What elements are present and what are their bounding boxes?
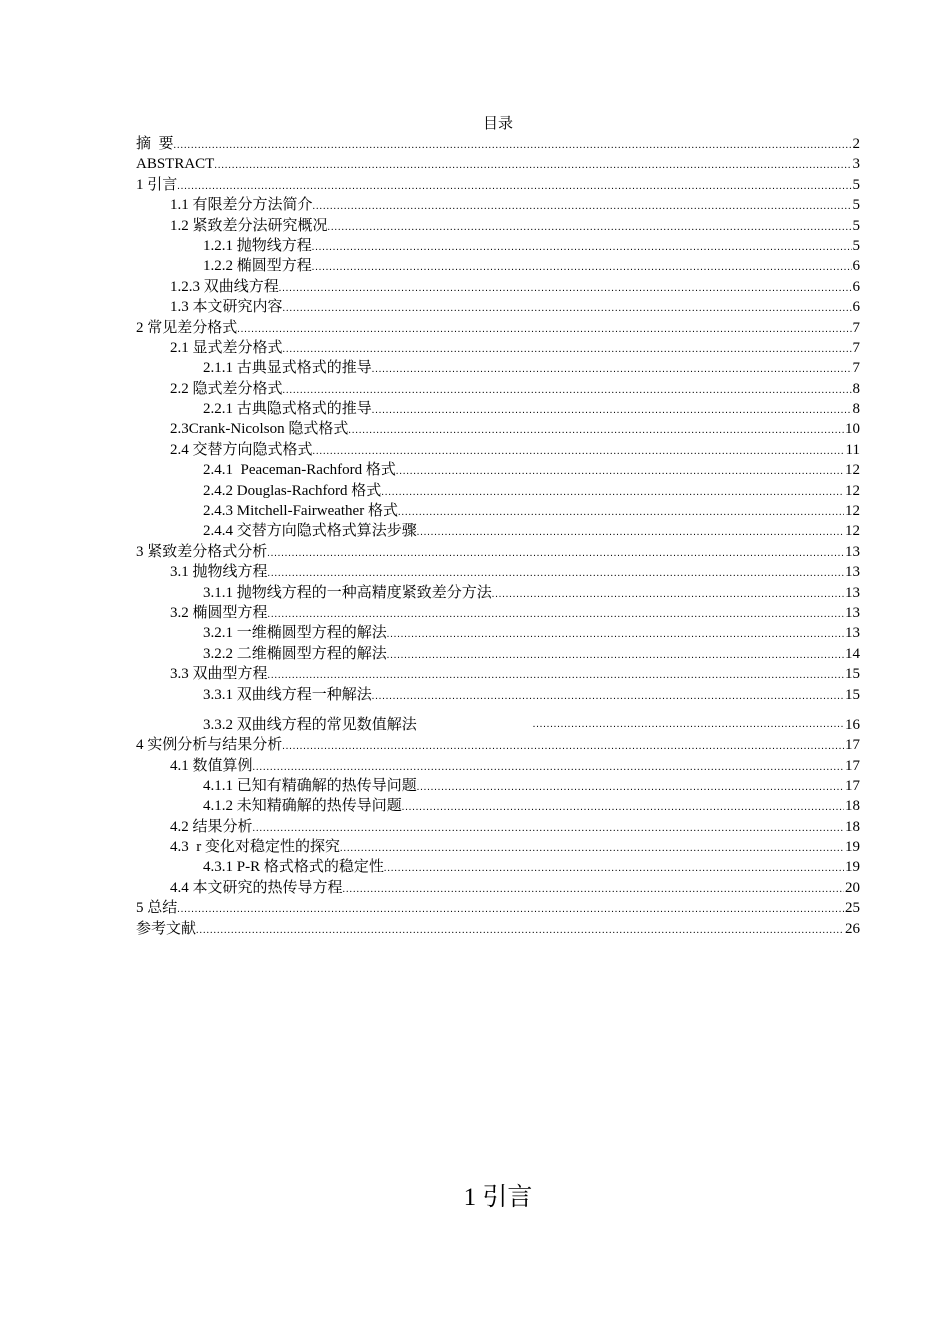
toc-entry-page: 18 [845,798,860,815]
toc-dot-leader [214,156,851,176]
toc-entry-title: 1.2.3 双曲线方程 [170,278,279,295]
toc-entry[interactable] [136,521,860,541]
toc-entry-page: 7 [852,339,860,356]
toc-dot-leader [381,483,844,503]
toc-entry[interactable] [136,419,860,439]
toc-entry-title: 1.2.2 椭圆型方程 [203,258,312,275]
toc-dot-leader [398,503,844,523]
toc-dot-leader [384,859,844,879]
toc-entry[interactable] [136,399,860,419]
toc-dot-leader [177,177,851,197]
toc-entry-title: 3 紧致差分格式分析 [136,543,268,560]
toc-entry-page: 5 [852,176,860,193]
toc-dot-leader [279,279,852,299]
toc-entry-title: 4.3.1 P-R 格式格式的稳定性 [203,859,384,876]
toc-entry-page: 13 [845,564,860,581]
toc-entry[interactable] [136,481,860,501]
toc-entry[interactable] [136,623,860,643]
toc-entry-page: 6 [852,299,860,316]
toc-dot-leader [268,666,844,686]
toc-dot-leader [417,523,844,543]
toc-entry[interactable] [136,379,860,399]
toc-entry-title: 4 实例分析与结果分析 [136,737,283,754]
toc-dot-leader [343,880,844,900]
toc-entry-title: 5 总结 [136,900,178,917]
toc-dot-leader [372,687,844,707]
toc-entry-title: 4.4 本文研究的热传导方程 [170,879,343,896]
toc-dot-leader [328,218,852,238]
toc-entry[interactable] [136,195,860,215]
chapter-heading: 1 引言 [463,1184,533,1211]
toc-dot-leader [283,381,852,401]
toc-entry-page: 13 [845,604,860,621]
toc-entry-title: 4.1.2 未知精确解的热传导问题 [203,798,402,815]
toc-entry-title: 1 引言 [136,176,178,193]
toc-entry-title: 参考文献 [136,920,197,937]
toc-entry-page: 8 [852,380,860,397]
toc-entry-title: ABSTRACT [136,156,215,173]
toc-entry-page: 17 [845,737,860,754]
toc-dot-leader [312,258,852,278]
toc-entry[interactable] [136,857,860,877]
toc-dot-leader [267,544,844,564]
toc-dot-leader [348,421,844,441]
toc-entry-page: 19 [845,839,860,856]
toc-entry[interactable] [136,756,860,776]
toc-entry[interactable] [136,664,860,684]
toc-entry-title: 2.4 交替方向隐式格式 [170,441,313,458]
toc-entry[interactable] [136,796,860,816]
toc-dot-leader [387,625,844,645]
toc-entry-page: 15 [845,686,860,703]
toc-entry-page: 12 [845,482,860,499]
toc-dot-leader [402,798,844,818]
toc-entry[interactable] [136,878,860,898]
toc-entry-page: 26 [845,920,860,937]
toc-entry[interactable] [136,460,860,480]
toc-entry-title: 2.3Crank-Nicolson 隐式格式 [170,421,349,438]
toc-entry-page: 7 [852,360,860,377]
toc-dot-leader [417,778,844,798]
toc-entry[interactable] [136,358,860,378]
toc-entry-title: 2.1 显式差分格式 [170,339,283,356]
toc-entry-title: 2.4.4 交替方向隐式格式算法步骤 [203,523,417,540]
toc-title: 目录 [482,116,513,132]
toc-entry-page: 7 [852,319,860,336]
toc-entry-title: 3.1 抛物线方程 [170,564,268,581]
toc-entry-title: 1.1 有限差分方法简介 [170,197,313,214]
toc-entry[interactable] [136,705,860,735]
toc-dot-leader [372,401,852,421]
toc-dot-leader [177,900,844,920]
toc-entry-page: 10 [845,421,860,438]
toc-entry-title: 4.2 结果分析 [170,818,253,835]
toc-dot-leader [533,715,844,735]
toc-entry-page: 8 [852,401,860,418]
toc-entry-page: 11 [845,441,860,458]
toc-entry[interactable] [136,837,860,857]
toc-entry-page: 13 [845,543,860,560]
toc-entry-page: 19 [845,859,860,876]
toc-entry[interactable] [136,236,860,256]
toc-entry[interactable] [136,134,860,154]
toc-entry-page: 17 [845,777,860,794]
toc-entry-page: 17 [845,757,860,774]
toc-entry-title: 4.3 r 变化对稳定性的探究 [170,839,340,856]
toc-dot-leader [283,299,852,319]
toc-entry-title: 2.2 隐式差分格式 [170,380,283,397]
toc-dot-leader [268,605,844,625]
toc-entry-title: 摘 要 [136,136,174,152]
toc-entry-title: 1.3 本文研究内容 [170,299,283,316]
toc-entry[interactable] [136,603,860,623]
toc-entry-title: 2.4.3 Mitchell-Fairweather 格式 [203,503,398,520]
toc-entry[interactable] [136,562,860,582]
toc-entry-title: 3.2.1 一维椭圆型方程的解法 [203,625,387,642]
toc-entry-page: 12 [845,503,860,520]
toc-entry-title: 3.3 双曲型方程 [170,666,268,683]
toc-dot-leader [253,819,844,839]
toc-entry-page: 12 [845,462,860,479]
toc-list [136,134,860,939]
toc-entry-page: 2 [852,136,860,152]
toc-dot-leader [282,737,844,757]
toc-entry-page: 5 [852,197,860,214]
toc-entry[interactable] [136,338,860,358]
toc-entry[interactable] [136,542,860,562]
toc-dot-leader [340,839,844,859]
toc-dot-leader [268,564,844,584]
toc-dot-leader [253,758,844,778]
toc-entry-title: 3.1.1 抛物线方程的一种高精度紧致差分方法 [203,584,492,601]
toc-entry-title: 3.2.2 二维椭圆型方程的解法 [203,645,387,662]
toc-entry-page: 5 [852,237,860,254]
toc-entry[interactable] [136,919,860,939]
toc-entry[interactable] [136,583,860,603]
toc-dot-leader [174,136,852,156]
toc-dot-leader [196,921,844,941]
toc-dot-leader [313,442,845,462]
toc-entry-page: 16 [845,716,860,733]
toc-dot-leader [283,340,852,360]
toc-entry-title: 2.2.1 古典隐式格式的推导 [203,401,372,418]
toc-entry-page: 18 [845,818,860,835]
toc-entry[interactable] [136,154,860,174]
toc-dot-leader [492,585,844,605]
toc-entry[interactable] [136,685,860,705]
toc-entry-page: 12 [845,523,860,540]
toc-entry[interactable] [136,175,860,195]
toc-entry-page: 13 [845,625,860,642]
toc-entry-title: 2.4.2 Douglas-Rachford 格式 [203,482,382,499]
toc-entry-title: 3.2 椭圆型方程 [170,604,268,621]
toc-entry-page: 3 [852,156,860,173]
toc-entry[interactable] [136,898,860,918]
toc-entry-title: 4.1.1 已知有精确解的热传导问题 [203,777,417,794]
toc-entry[interactable] [136,644,860,664]
toc-entry[interactable] [136,817,860,837]
toc-entry-page: 14 [845,645,860,662]
toc-entry[interactable] [136,297,860,317]
toc-entry-page: 6 [852,258,860,275]
toc-entry-page: 15 [845,666,860,683]
toc-dot-leader [313,197,852,217]
toc-entry-title: 3.3.2 双曲线方程的常见数值解法 [203,716,417,733]
toc-entry-page: 25 [845,900,860,917]
toc-entry-title: 2.4.1 Peaceman-Rachford 格式 [203,462,396,479]
toc-entry[interactable] [136,216,860,236]
toc-entry-page: 20 [845,879,860,896]
toc-entry-title: 3.3.1 双曲线方程一种解法 [203,686,372,703]
toc-dot-leader [237,320,851,340]
toc-entry-page: 6 [852,278,860,295]
toc-entry-title: 1.2 紧致差分法研究概况 [170,217,328,234]
toc-entry[interactable] [136,735,860,755]
toc-entry-title: 2 常见差分格式 [136,319,238,336]
toc-dot-leader [372,360,852,380]
toc-entry[interactable] [136,440,860,460]
toc-entry-title: 2.1.1 古典显式格式的推导 [203,360,372,377]
toc-entry[interactable] [136,256,860,276]
toc-entry[interactable] [136,501,860,521]
toc-entry-title: 4.1 数值算例 [170,757,253,774]
toc-dot-leader [396,462,844,482]
toc-entry-page: 5 [852,217,860,234]
toc-entry[interactable] [136,776,860,796]
toc-dot-leader [387,646,844,666]
toc-entry[interactable] [136,277,860,297]
toc-dot-leader [312,238,852,258]
toc-entry[interactable] [136,318,860,338]
toc-entry-page: 13 [845,584,860,601]
toc-entry-title: 1.2.1 抛物线方程 [203,237,312,254]
